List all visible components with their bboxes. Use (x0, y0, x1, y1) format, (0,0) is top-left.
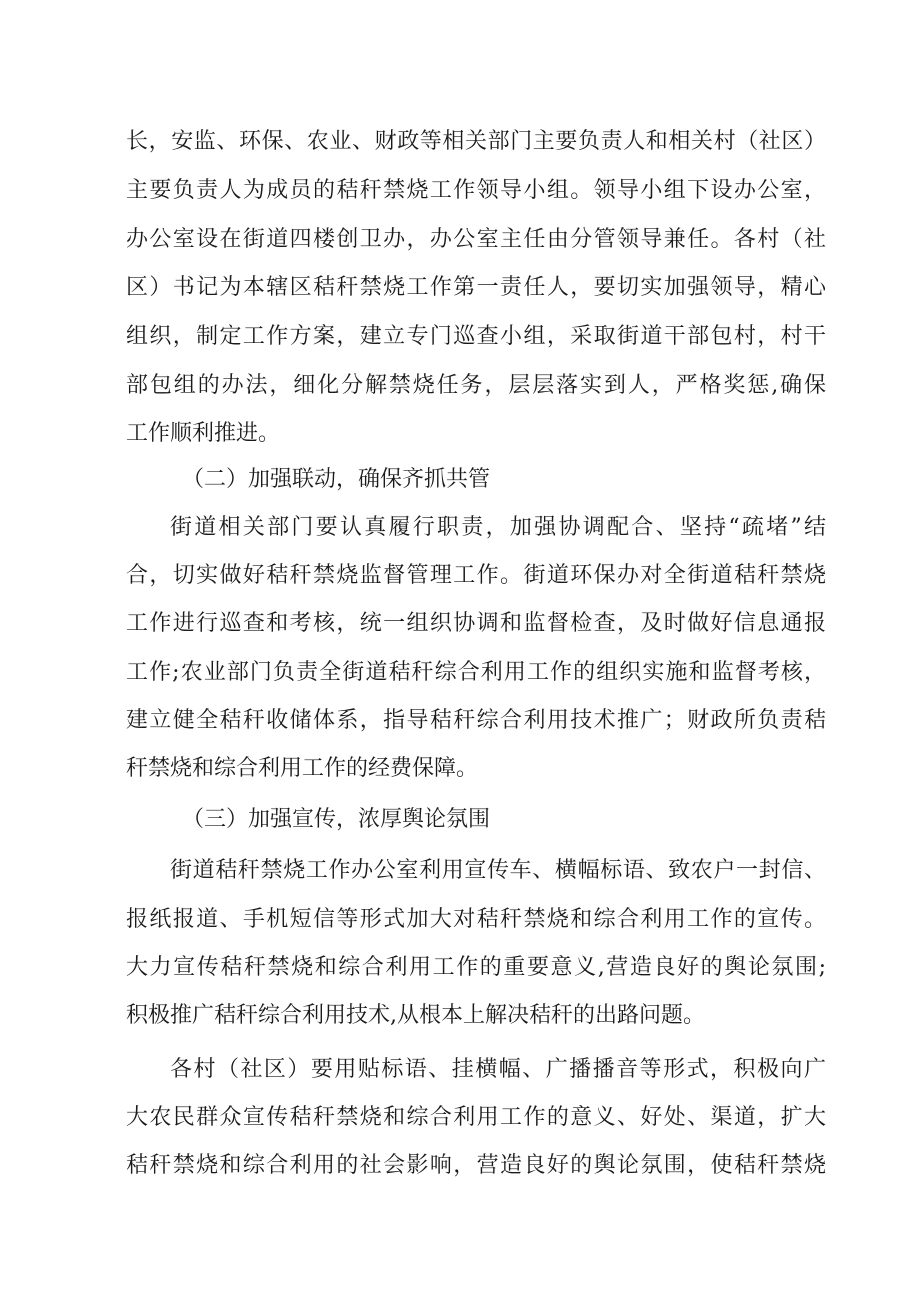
text-line: 建立健全秸秆收储体系，指导秸秆综合利用技术推广；财政所负责秸 (126, 708, 826, 733)
section-heading: （二）加强联动，确保齐抓共管 (182, 467, 491, 492)
text-line: 各村（社区）要用贴标语、挂横幅、广播播音等形式，积极向广 (170, 1057, 826, 1082)
text-line: 组织，制定工作方案，建立专门巡查小组，采取街道干部包村，村干 (126, 324, 826, 349)
text-line: 大力宣传秸秆禁烧和综合利用工作的重要意义,营造良好的舆论氛围; (126, 955, 826, 980)
section-heading: （三）加强宣传，浓厚舆论氛围 (182, 807, 491, 832)
text-line: 秆禁烧和综合利用工作的经费保障。 (126, 756, 479, 781)
text-line: 大农民群众宣传秸秆禁烧和综合利用工作的意义、好处、渠道，扩大 (126, 1105, 826, 1130)
text-line: 区）书记为本辖区秸秆禁烧工作第一责任人，要切实加强领导，精心 (126, 275, 826, 300)
text-line: 办公室设在街道四楼创卫办，办公室主任由分管领导兼任。各村（社 (126, 227, 826, 252)
text-line: 秸秆禁烧和综合利用的社会影响，营造良好的舆论氛围，使秸秆禁烧 (126, 1153, 826, 1178)
text-line: 工作顺利推进。 (126, 421, 281, 446)
text-line: 主要负责人为成员的秸秆禁烧工作领导小组。领导小组下设办公室， (126, 178, 826, 203)
text-line: 合，切实做好秸秆禁烧监督管理工作。街道环保办对全街道秸秆禁烧 (126, 563, 826, 588)
text-line: 街道相关部门要认真履行职责，加强协调配合、坚持“疏堵”结 (170, 515, 826, 540)
text-line: 部包组的办法，细化分解禁烧任务，层层落实到人，严格奖惩,确保 (126, 373, 826, 398)
text-line: 积极推广秸秆综合利用技术,从根本上解决秸秆的出路问题。 (126, 1003, 705, 1028)
text-line: 报纸报道、手机短信等形式加大对秸秆禁烧和综合利用工作的宣传。 (126, 907, 826, 932)
text-line: 街道秸秆禁烧工作办公室利用宣传车、横幅标语、致农户一封信、 (170, 858, 826, 883)
text-line: 工作进行巡查和考核，统一组织协调和监督检查，及时做好信息通报 (126, 611, 826, 636)
text-line: 工作;农业部门负责全街道秸秆综合利用工作的组织实施和监督考核， (126, 660, 826, 685)
text-line: 长，安监、环保、农业、财政等相关部门主要负责人和相关村（社区） (126, 129, 826, 154)
